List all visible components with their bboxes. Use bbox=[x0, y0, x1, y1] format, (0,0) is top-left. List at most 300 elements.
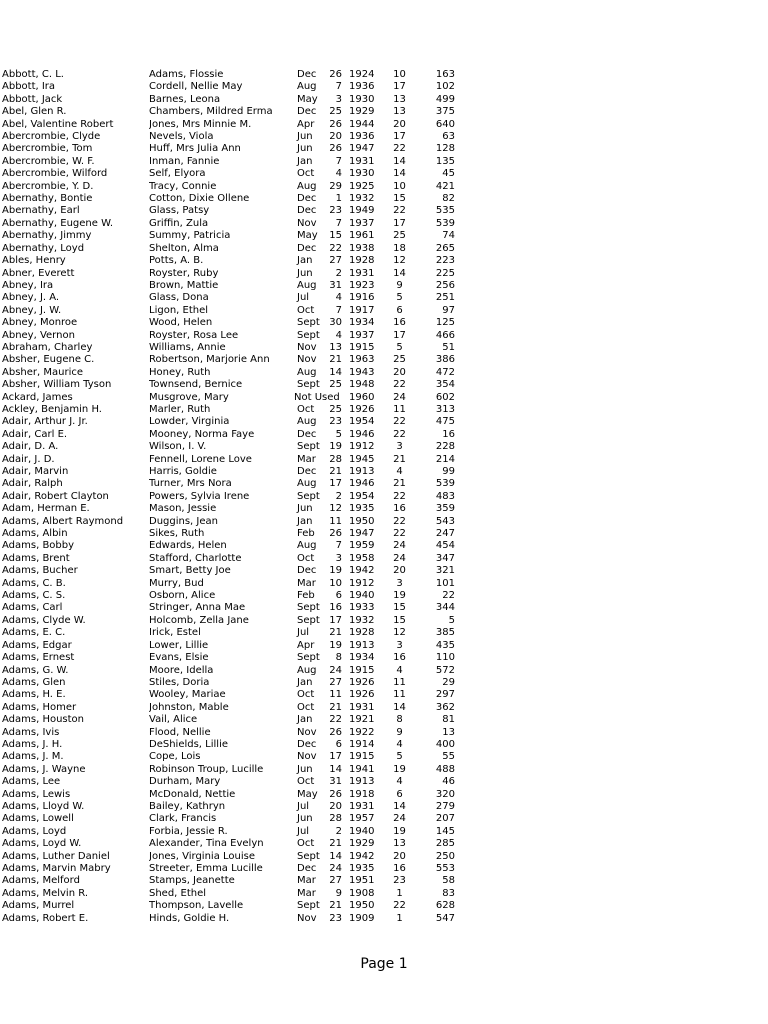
groom-name: Adams, Lloyd W. bbox=[2, 800, 85, 812]
bride-name: Wilson, I. V. bbox=[149, 441, 207, 453]
marriage-year: 1943 bbox=[349, 366, 375, 378]
groom-name: Adams, H. E. bbox=[2, 689, 66, 701]
marriage-year: 1942 bbox=[349, 565, 375, 577]
table-row bbox=[2, 789, 456, 801]
bride-name: Mooney, Norma Faye bbox=[149, 428, 255, 440]
groom-name: Abbott, Jack bbox=[2, 93, 63, 105]
marriage-month: Oct bbox=[297, 838, 315, 850]
table-row bbox=[2, 193, 456, 205]
marriage-month: Feb bbox=[297, 528, 315, 540]
marriage-month: Jul bbox=[297, 292, 310, 304]
table-row bbox=[2, 268, 456, 280]
marriage-day: 10 bbox=[329, 577, 342, 589]
marriage-day: 17 bbox=[329, 614, 342, 626]
groom-name: Adair, Arthur J. Jr. bbox=[2, 416, 88, 428]
book-number: 10 bbox=[393, 180, 406, 192]
marriage-year: 1937 bbox=[349, 217, 375, 229]
book-number: 22 bbox=[393, 515, 406, 527]
bride-name: Alexander, Tina Evelyn bbox=[149, 838, 264, 850]
book-number: 22 bbox=[393, 900, 406, 912]
bride-name: Harris, Goldie bbox=[149, 466, 217, 477]
table-row bbox=[2, 156, 456, 168]
marriage-year: 1947 bbox=[349, 528, 375, 540]
book-number: 10 bbox=[393, 69, 406, 80]
marriage-day: 27 bbox=[329, 875, 342, 887]
marriage-day: 7 bbox=[335, 304, 342, 316]
table-row bbox=[2, 119, 456, 131]
book-number: 22 bbox=[393, 379, 406, 391]
marriage-day: 2 bbox=[335, 267, 342, 279]
table-row bbox=[2, 540, 456, 552]
marriage-day: 14 bbox=[329, 850, 342, 862]
marriage-day: 26 bbox=[329, 69, 342, 80]
book-number: 20 bbox=[393, 850, 406, 862]
groom-name: Abel, Glen R. bbox=[2, 106, 67, 118]
groom-name: Adair, Ralph bbox=[2, 478, 63, 490]
bride-name: Nevels, Viola bbox=[149, 131, 214, 143]
marriage-year: 1936 bbox=[349, 81, 375, 93]
marriage-year: 1963 bbox=[349, 354, 375, 366]
marriage-year: 1942 bbox=[349, 850, 375, 862]
table-row bbox=[2, 528, 456, 540]
page-number: 375 bbox=[435, 106, 455, 118]
marriage-year: 1912 bbox=[349, 441, 375, 453]
page-number: 539 bbox=[435, 478, 455, 490]
marriage-month: Dec bbox=[297, 466, 317, 477]
marriage-day: 26 bbox=[329, 788, 342, 800]
book-number: 24 bbox=[393, 391, 406, 403]
marriage-year: 1922 bbox=[349, 726, 375, 738]
marriage-month: Nov bbox=[297, 217, 317, 229]
table-row bbox=[2, 640, 456, 652]
groom-name: Abernathy, Earl bbox=[2, 205, 80, 217]
marriage-year: 1924 bbox=[349, 69, 375, 80]
marriage-day: 21 bbox=[329, 701, 342, 713]
book-number: 16 bbox=[393, 317, 406, 329]
book-number: 3 bbox=[396, 441, 403, 453]
marriage-day: 8 bbox=[335, 652, 342, 664]
bride-name: Moore, Idella bbox=[149, 664, 214, 676]
marriage-day: 7 bbox=[335, 155, 342, 167]
marriage-day: 21 bbox=[329, 627, 342, 639]
page-number: 297 bbox=[435, 689, 455, 701]
page-number: 163 bbox=[435, 69, 455, 80]
marriage-month: Jun bbox=[297, 143, 313, 155]
groom-name: Adams, Lowell bbox=[2, 813, 74, 825]
marriage-day: 15 bbox=[329, 230, 342, 242]
table-row bbox=[2, 392, 456, 404]
groom-name: Absher, Eugene C. bbox=[2, 354, 95, 366]
groom-name: Abercrombie, W. F. bbox=[2, 155, 95, 167]
marriage-day: 26 bbox=[329, 726, 342, 738]
table-row bbox=[2, 367, 456, 379]
book-number: 3 bbox=[396, 639, 403, 651]
marriage-day: 4 bbox=[335, 329, 342, 341]
table-row bbox=[2, 218, 456, 230]
marriage-month: May bbox=[297, 230, 318, 242]
book-number: 14 bbox=[393, 168, 406, 180]
marriage-month: Mar bbox=[297, 875, 316, 887]
table-row bbox=[2, 404, 456, 416]
groom-name: Adams, G. W. bbox=[2, 664, 69, 676]
page-number: 421 bbox=[435, 180, 455, 192]
marriage-day: 22 bbox=[329, 242, 342, 254]
bride-name: Townsend, Bernice bbox=[149, 379, 243, 391]
marriage-month: Jan bbox=[297, 515, 313, 527]
bride-name: Brown, Mattie bbox=[149, 279, 219, 291]
groom-name: Adams, Loyd W. bbox=[2, 838, 82, 850]
groom-name: Abney, Vernon bbox=[2, 329, 75, 341]
page-number: 285 bbox=[435, 838, 455, 850]
page-number: 97 bbox=[442, 304, 455, 316]
marriage-month: Mar bbox=[297, 887, 316, 899]
marriage-year: 1938 bbox=[349, 242, 375, 254]
page-number: 82 bbox=[442, 193, 455, 205]
marriage-year: 1935 bbox=[349, 863, 375, 874]
book-number: 11 bbox=[393, 403, 406, 415]
page-number: 362 bbox=[435, 701, 455, 713]
marriage-year: 1954 bbox=[349, 416, 375, 428]
book-number: 4 bbox=[396, 776, 403, 788]
page-number: 347 bbox=[435, 552, 455, 564]
table-row bbox=[2, 330, 456, 342]
bride-name: Stringer, Anna Mae bbox=[149, 602, 246, 614]
marriage-day: 3 bbox=[335, 93, 342, 105]
page-number: 543 bbox=[435, 515, 455, 527]
table-row bbox=[2, 429, 456, 441]
book-number: 18 bbox=[393, 242, 406, 254]
groom-name: Adams, Bucher bbox=[2, 565, 78, 577]
marriage-month: Mar bbox=[297, 577, 316, 589]
groom-name: Abel, Valentine Robert bbox=[2, 118, 114, 130]
marriage-month: Apr bbox=[297, 118, 315, 130]
page-number: 13 bbox=[442, 726, 455, 738]
page-number: 101 bbox=[435, 577, 455, 589]
marriage-month: Oct bbox=[297, 689, 315, 701]
page-number: 475 bbox=[435, 416, 455, 428]
marriage-day: 11 bbox=[329, 689, 342, 701]
marriage-month: Sept bbox=[297, 602, 320, 614]
table-row bbox=[2, 913, 456, 925]
marriage-month: Jan bbox=[297, 714, 313, 726]
page-number: 321 bbox=[435, 565, 455, 577]
book-number: 21 bbox=[393, 453, 406, 465]
marriage-day: 28 bbox=[329, 453, 342, 465]
table-row bbox=[2, 441, 456, 453]
table-row bbox=[2, 677, 456, 689]
groom-name: Abercrombie, Wilford bbox=[2, 168, 108, 180]
table-row bbox=[2, 838, 456, 850]
book-number: 19 bbox=[393, 825, 406, 837]
bride-name: Williams, Annie bbox=[149, 341, 226, 353]
bride-name: Lowder, Virginia bbox=[149, 416, 230, 428]
bride-name: Wood, Helen bbox=[149, 317, 213, 329]
page-number: 125 bbox=[435, 317, 455, 329]
groom-name: Ackard, James bbox=[2, 391, 73, 403]
bride-name: Robinson Troup, Lucille bbox=[149, 763, 264, 775]
marriage-month: Sept bbox=[297, 652, 320, 664]
bride-name: Streeter, Emma Lucille bbox=[149, 863, 263, 874]
table-row bbox=[2, 702, 456, 714]
marriage-month: Dec bbox=[297, 106, 317, 118]
groom-name: Adair, Carl E. bbox=[2, 428, 68, 440]
table-row bbox=[2, 665, 456, 677]
marriage-year: 1933 bbox=[349, 602, 375, 614]
book-number: 5 bbox=[396, 292, 403, 304]
marriage-day: 12 bbox=[329, 503, 342, 515]
book-number: 25 bbox=[393, 230, 406, 242]
marriage-year: 1928 bbox=[349, 627, 375, 639]
page-number: 359 bbox=[435, 503, 455, 515]
groom-name: Adams, Brent bbox=[2, 552, 70, 564]
marriage-day: 25 bbox=[329, 379, 342, 391]
book-number: 21 bbox=[393, 478, 406, 490]
marriage-day: 25 bbox=[329, 106, 342, 118]
marriage-year: 1926 bbox=[349, 676, 375, 688]
marriage-month: Sept bbox=[297, 329, 320, 341]
marriage-year: 1951 bbox=[349, 875, 375, 887]
marriage-day: 14 bbox=[329, 366, 342, 378]
page-number: 22 bbox=[442, 590, 455, 602]
book-number: 23 bbox=[393, 875, 406, 887]
groom-name: Adams, Lee bbox=[2, 776, 61, 788]
page-number: 251 bbox=[435, 292, 455, 304]
page-number: 553 bbox=[435, 863, 455, 874]
marriage-day: 26 bbox=[329, 143, 342, 155]
bride-name: Shelton, Alma bbox=[149, 242, 219, 254]
marriage-year: 1932 bbox=[349, 193, 375, 205]
marriage-year: 1917 bbox=[349, 304, 375, 316]
groom-name: Adams, Melford bbox=[2, 875, 80, 887]
bride-name: Robertson, Marjorie Ann bbox=[149, 354, 270, 366]
table-row bbox=[2, 230, 456, 242]
marriage-day: 28 bbox=[329, 813, 342, 825]
page-number: 207 bbox=[435, 813, 455, 825]
page-number: 535 bbox=[435, 205, 455, 217]
table-row bbox=[2, 863, 456, 875]
groom-name: Abney, J. A. bbox=[2, 292, 60, 304]
bride-name: Sikes, Ruth bbox=[149, 528, 205, 540]
marriage-year: 1916 bbox=[349, 292, 375, 304]
book-number: 3 bbox=[396, 577, 403, 589]
book-number: 12 bbox=[393, 627, 406, 639]
table-row bbox=[2, 94, 456, 106]
marriage-day: 4 bbox=[335, 292, 342, 304]
table-row bbox=[2, 69, 456, 81]
marriage-month: Jul bbox=[297, 825, 310, 837]
groom-name: Adair, Marvin bbox=[2, 466, 69, 477]
groom-name: Adams, Luther Daniel bbox=[2, 850, 110, 862]
page-number: 110 bbox=[435, 652, 455, 664]
marriage-year: 1958 bbox=[349, 552, 375, 564]
groom-name: Adams, J. H. bbox=[2, 738, 63, 750]
bride-name: Wooley, Mariae bbox=[149, 689, 226, 701]
bride-name: Vail, Alice bbox=[149, 714, 198, 726]
table-row bbox=[2, 602, 456, 614]
marriage-month: Jul bbox=[297, 627, 310, 639]
table-row bbox=[2, 354, 456, 366]
table-row bbox=[2, 305, 456, 317]
bride-name: Potts, A. B. bbox=[149, 255, 204, 267]
page-number: 466 bbox=[435, 329, 455, 341]
page-number: 279 bbox=[435, 800, 455, 812]
bride-name: Inman, Fannie bbox=[149, 155, 220, 167]
bride-name: Ligon, Ethel bbox=[149, 304, 209, 316]
marriage-year: 1928 bbox=[349, 255, 375, 267]
marriage-day: 3 bbox=[335, 552, 342, 564]
bride-name: Royster, Rosa Lee bbox=[149, 329, 239, 341]
table-row bbox=[2, 739, 456, 751]
marriage-month: Jul bbox=[297, 800, 310, 812]
book-number: 4 bbox=[396, 664, 403, 676]
marriage-year: 1926 bbox=[349, 689, 375, 701]
marriage-month: Sept bbox=[297, 317, 320, 329]
page-number: 386 bbox=[435, 354, 455, 366]
marriage-day: 19 bbox=[329, 639, 342, 651]
bride-name: Huff, Mrs Julia Ann bbox=[149, 143, 241, 155]
table-row bbox=[2, 503, 456, 515]
marriage-month: Dec bbox=[297, 565, 317, 577]
marriage-month: Aug bbox=[297, 279, 317, 291]
marriage-month: Sept bbox=[297, 900, 320, 912]
marriage-month: May bbox=[297, 788, 318, 800]
bride-name: Johnston, Mable bbox=[149, 701, 229, 713]
book-number: 11 bbox=[393, 689, 406, 701]
book-number: 5 bbox=[396, 751, 403, 763]
page-number: 640 bbox=[435, 118, 455, 130]
marriage-month: Mar bbox=[297, 453, 316, 465]
marriage-day: 27 bbox=[329, 676, 342, 688]
table-row bbox=[2, 578, 456, 590]
bride-name: Fennell, Lorene Love bbox=[149, 453, 252, 465]
page-number: 5 bbox=[448, 614, 455, 626]
marriage-day: 2 bbox=[335, 825, 342, 837]
book-number: 20 bbox=[393, 118, 406, 130]
groom-name: Abercrombie, Tom bbox=[2, 143, 93, 155]
marriage-day: 17 bbox=[329, 751, 342, 763]
page-number: 99 bbox=[442, 466, 455, 477]
marriage-month: Oct bbox=[297, 776, 315, 788]
marriage-day: 6 bbox=[335, 738, 342, 750]
page-number: 46 bbox=[442, 776, 455, 788]
marriage-month: Aug bbox=[297, 366, 317, 378]
marriage-day: 29 bbox=[329, 180, 342, 192]
marriage-month: Sept bbox=[297, 850, 320, 862]
marriage-month: Aug bbox=[297, 664, 317, 676]
book-number: 20 bbox=[393, 565, 406, 577]
bride-name: Duggins, Jean bbox=[149, 515, 218, 527]
table-row bbox=[2, 714, 456, 726]
marriage-month: Sept bbox=[297, 441, 320, 453]
book-number: 1 bbox=[396, 887, 403, 899]
groom-name: Abney, Ira bbox=[2, 279, 54, 291]
table-row bbox=[2, 751, 456, 763]
marriage-month: Oct bbox=[297, 403, 315, 415]
bride-name: Evans, Elsie bbox=[149, 652, 209, 664]
bride-name: Cope, Lois bbox=[149, 751, 201, 763]
page-number: 51 bbox=[442, 341, 455, 353]
marriage-month: Nov bbox=[297, 341, 317, 353]
bride-name: Adams, Flossie bbox=[149, 69, 224, 80]
marriage-year: 1957 bbox=[349, 813, 375, 825]
marriage-month: Dec bbox=[297, 863, 317, 874]
table-row bbox=[2, 143, 456, 155]
bride-name: Stafford, Charlotte bbox=[149, 552, 242, 564]
groom-name: Absher, Maurice bbox=[2, 366, 83, 378]
table-row bbox=[2, 491, 456, 503]
book-number: 14 bbox=[393, 701, 406, 713]
page-number: 250 bbox=[435, 850, 455, 862]
marriage-year: 1925 bbox=[349, 180, 375, 192]
book-number: 4 bbox=[396, 738, 403, 750]
bride-name: Lower, Lillie bbox=[149, 639, 209, 651]
marriage-month: Nov bbox=[297, 912, 317, 924]
groom-name: Abraham, Charley bbox=[2, 341, 93, 353]
table-row bbox=[2, 255, 456, 267]
page-number-footer: Page 1 bbox=[360, 956, 408, 972]
marriage-month: Nov bbox=[297, 726, 317, 738]
book-number: 22 bbox=[393, 490, 406, 502]
bride-name: Flood, Nellie bbox=[149, 726, 211, 738]
marriage-month: Sept bbox=[297, 490, 320, 502]
marriage-year: 1926 bbox=[349, 403, 375, 415]
page-number: 320 bbox=[435, 788, 455, 800]
page-number: 81 bbox=[442, 714, 455, 726]
page-number: 58 bbox=[442, 875, 455, 887]
marriage-records-table bbox=[2, 69, 456, 925]
marriage-year: 1913 bbox=[349, 639, 375, 651]
marriage-year: 1937 bbox=[349, 329, 375, 341]
book-number: 15 bbox=[393, 193, 406, 205]
page-number: 454 bbox=[435, 540, 455, 552]
table-row bbox=[2, 478, 456, 490]
marriage-year: 1940 bbox=[349, 825, 375, 837]
marriage-day: 4 bbox=[335, 168, 342, 180]
bride-name: Mason, Jessie bbox=[149, 503, 217, 515]
bride-name: Barnes, Leona bbox=[149, 93, 221, 105]
table-row bbox=[2, 801, 456, 813]
book-number: 22 bbox=[393, 428, 406, 440]
table-row bbox=[2, 826, 456, 838]
marriage-month: Jan bbox=[297, 155, 313, 167]
marriage-month: Feb bbox=[297, 590, 315, 602]
groom-name: Adams, Melvin R. bbox=[2, 887, 88, 899]
groom-name: Abney, Monroe bbox=[2, 317, 78, 329]
groom-name: Adams, Bobby bbox=[2, 540, 75, 552]
marriage-year: 1946 bbox=[349, 428, 375, 440]
book-number: 12 bbox=[393, 255, 406, 267]
book-number: 14 bbox=[393, 155, 406, 167]
book-number: 6 bbox=[396, 788, 403, 800]
book-number: 19 bbox=[393, 763, 406, 775]
marriage-year: 1934 bbox=[349, 317, 375, 329]
marriage-year: 1949 bbox=[349, 205, 375, 217]
book-number: 25 bbox=[393, 354, 406, 366]
bride-name: Stamps, Jeanette bbox=[149, 875, 235, 887]
book-number: 20 bbox=[393, 366, 406, 378]
marriage-day: 20 bbox=[329, 131, 342, 143]
marriage-day: 23 bbox=[329, 205, 342, 217]
book-number: 17 bbox=[393, 81, 406, 93]
groom-name: Absher, William Tyson bbox=[2, 379, 112, 391]
records-body bbox=[2, 69, 456, 925]
groom-name: Adams, Albert Raymond bbox=[2, 515, 124, 527]
table-row bbox=[2, 379, 456, 391]
table-row bbox=[2, 813, 456, 825]
book-number: 15 bbox=[393, 614, 406, 626]
marriage-day: 11 bbox=[329, 515, 342, 527]
bride-name: Holcomb, Zella Jane bbox=[149, 614, 249, 626]
